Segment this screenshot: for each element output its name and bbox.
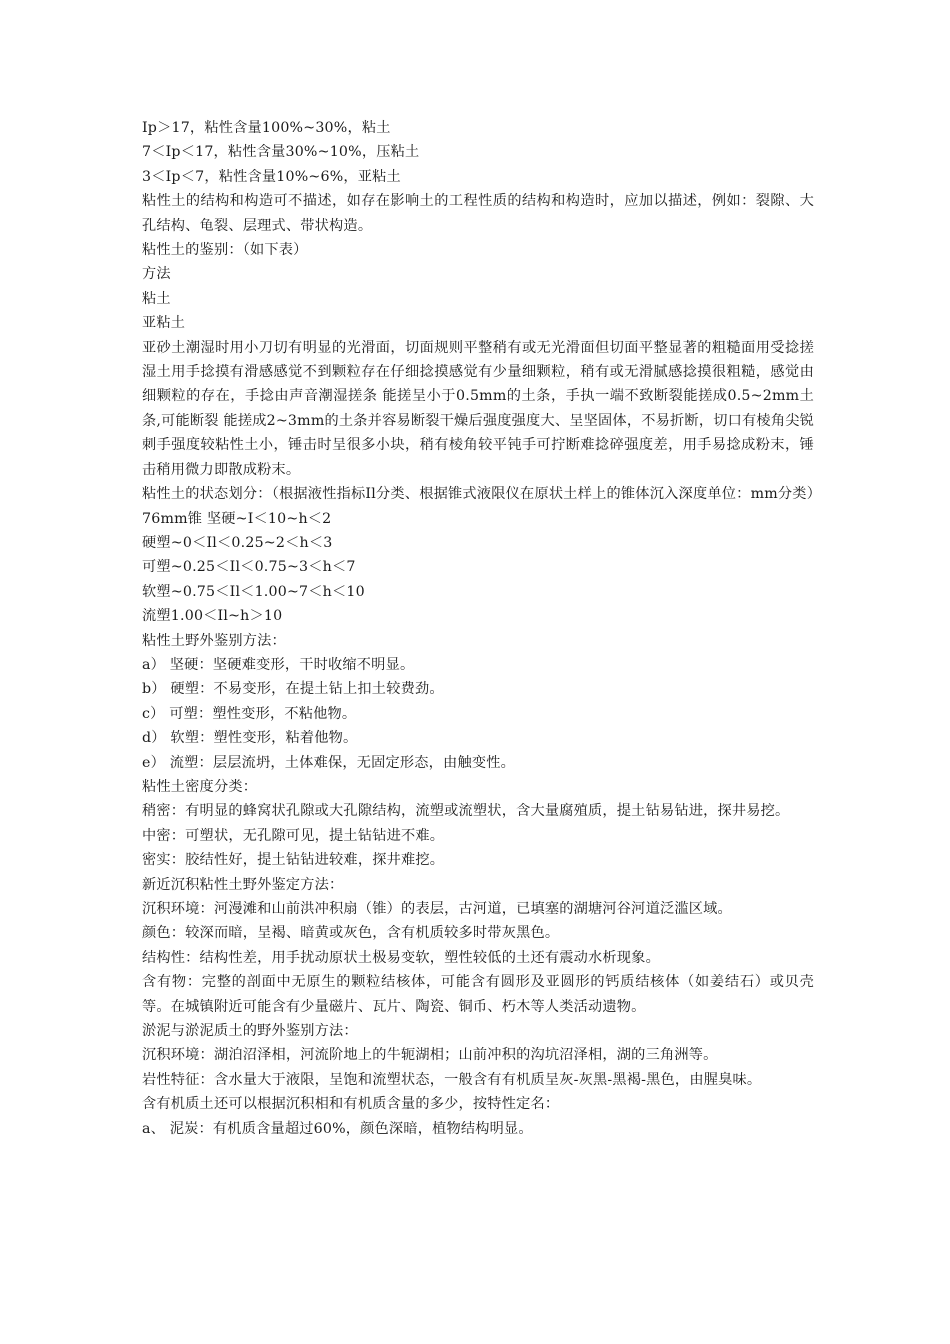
list-item: c） 可塑：塑性变形，不粘他物。 xyxy=(142,705,357,722)
text-line: 密实：胶结性好，提土钻钻进较难，探井难挖。 xyxy=(142,852,445,869)
text-line: 可塑~0.25＜Il＜0.75~3＜h＜7 xyxy=(142,559,356,576)
text-line: 方法 xyxy=(142,266,171,283)
document-body xyxy=(142,116,814,1141)
paragraph-structure: 粘性土的结构和构造可不描述，如存在影响土的工程性质的结构和构造时，应加以描述，例如：裂隙、大孔结构、龟裂、层理式、带状构造。 xyxy=(142,193,814,234)
text-line: 颜色：较深而暗，呈褐、暗黄或灰色，含有机质较多时带灰黑色。 xyxy=(142,925,560,942)
text-line: 中密：可塑状，无孔隙可见，提土钻钻进不难。 xyxy=(142,827,445,844)
list-item: a、 泥炭：有机质含量超过60%，颜色深暗，植物结构明显。 xyxy=(142,1120,533,1137)
text-line: 结构性：结构性差，用手扰动原状土极易变软，塑性较低的土还有震动水析现象。 xyxy=(142,949,660,966)
list-item: e） 流塑：层层流坍，土体难保，无固定形态，由触变性。 xyxy=(142,754,515,771)
text-line: 粘性土的鉴别：（如下表） xyxy=(142,242,308,259)
list-item: b） 硬塑：不易变形，在提土钻上扣土较费劲。 xyxy=(142,681,444,698)
text-line: 软塑~0.75＜Il＜1.00~7＜h＜10 xyxy=(142,583,365,600)
paragraph-state: 粘性土的状态划分：（根据液性指标Il分类、根据锥式液限仪在原状土样上的锥体沉入深度单位：mm分类）76mm锥 坚硬~I＜10~h＜2 xyxy=(142,486,814,527)
text-line: 含有机质土还可以根据沉积相和有机质含量的多少，按特性定名： xyxy=(142,1096,560,1113)
paragraph-inclusions: 含有物：完整的剖面中无原生的颗粒结核体，可能含有圆形及亚圆形的钙质结核体（如姜结石）或贝壳等。在城镇附近可能含有少量磁片、瓦片、陶瓷、铜币、朽木等人类活动遗物。 xyxy=(142,974,814,1015)
text-line: 粘性土密度分类： xyxy=(142,778,258,795)
text-line: 亚粘土 xyxy=(142,315,186,332)
text-line: 新近沉积粘性土野外鉴定方法： xyxy=(142,876,344,893)
text-line: 7＜Ip＜17，粘性含量30%~10%，压粘土 xyxy=(142,144,420,161)
paragraph-loose: 稍密：有明显的蜂窝状孔隙或大孔隙结构，流塑或流塑状，含大量腐殖质，提土钻易钻进，探井易挖。 xyxy=(142,803,790,820)
list-item: a） 坚硬：坚硬难变形，干时收缩不明显。 xyxy=(142,656,415,673)
text-line: 沉积环境：河漫滩和山前洪冲积扇（锥）的表层，古河道，已填塞的湖塘河谷河道泛滥区域。 xyxy=(142,901,732,917)
list-item: d） 软塑：塑性变形，粘着他物。 xyxy=(142,730,358,747)
text-line: 粘土 xyxy=(142,290,171,307)
paragraph-lithology: 岩性特征：含水量大于液限，呈饱和流塑状态，一般含有有机质呈灰-灰黑-黑褐-黑色，由腥臭味。 xyxy=(142,1071,762,1088)
text-line: 流塑1.00＜Il~h＞10 xyxy=(142,608,283,625)
paragraph-identify: 亚砂土潮湿时用小刀切有明显的光滑面，切面规则平整稍有或无光滑面但切面平整显著的粗糙面用受捻搓湿土用手捻摸有滑感感觉不到颗粒存在仔细捻摸感觉有少量细颗粒，稍有或无滑腻感捻摸很粗糙，感觉由细颗粒的存在，手捻由声音潮湿搓条 能搓呈小于0.5mm的土条，手执一端不致断裂能搓成0.5~2mm土条,可能断裂 能搓成2~3mm的土条并容易断裂干燥后强度强度大、呈坚固体，不易折断，切口有棱角尖锐刺手强度较粘性土小，锤击时呈很多小块，稍有棱角较平钝手可拧断难捻碎强度差，用手易捻成粉末，锤击稍用微力即散成粉末。 xyxy=(142,339,814,478)
text-line: 沉积环境：湖泊沼泽相，河流阶地上的牛轭湖相；山前冲积的沟坑沼泽相，湖的三角洲等。 xyxy=(142,1047,718,1064)
text-line: 3＜Ip＜7，粘性含量10%~6%，亚粘土 xyxy=(142,168,401,185)
text-line: 粘性土野外鉴别方法： xyxy=(142,632,286,649)
text-line: Ip＞17，粘性含量100%~30%，粘土 xyxy=(142,120,391,136)
text-line: 淤泥与淤泥质土的野外鉴别方法： xyxy=(142,1023,358,1040)
text-line: 硬塑~0＜Il＜0.25~2＜h＜3 xyxy=(142,534,333,551)
